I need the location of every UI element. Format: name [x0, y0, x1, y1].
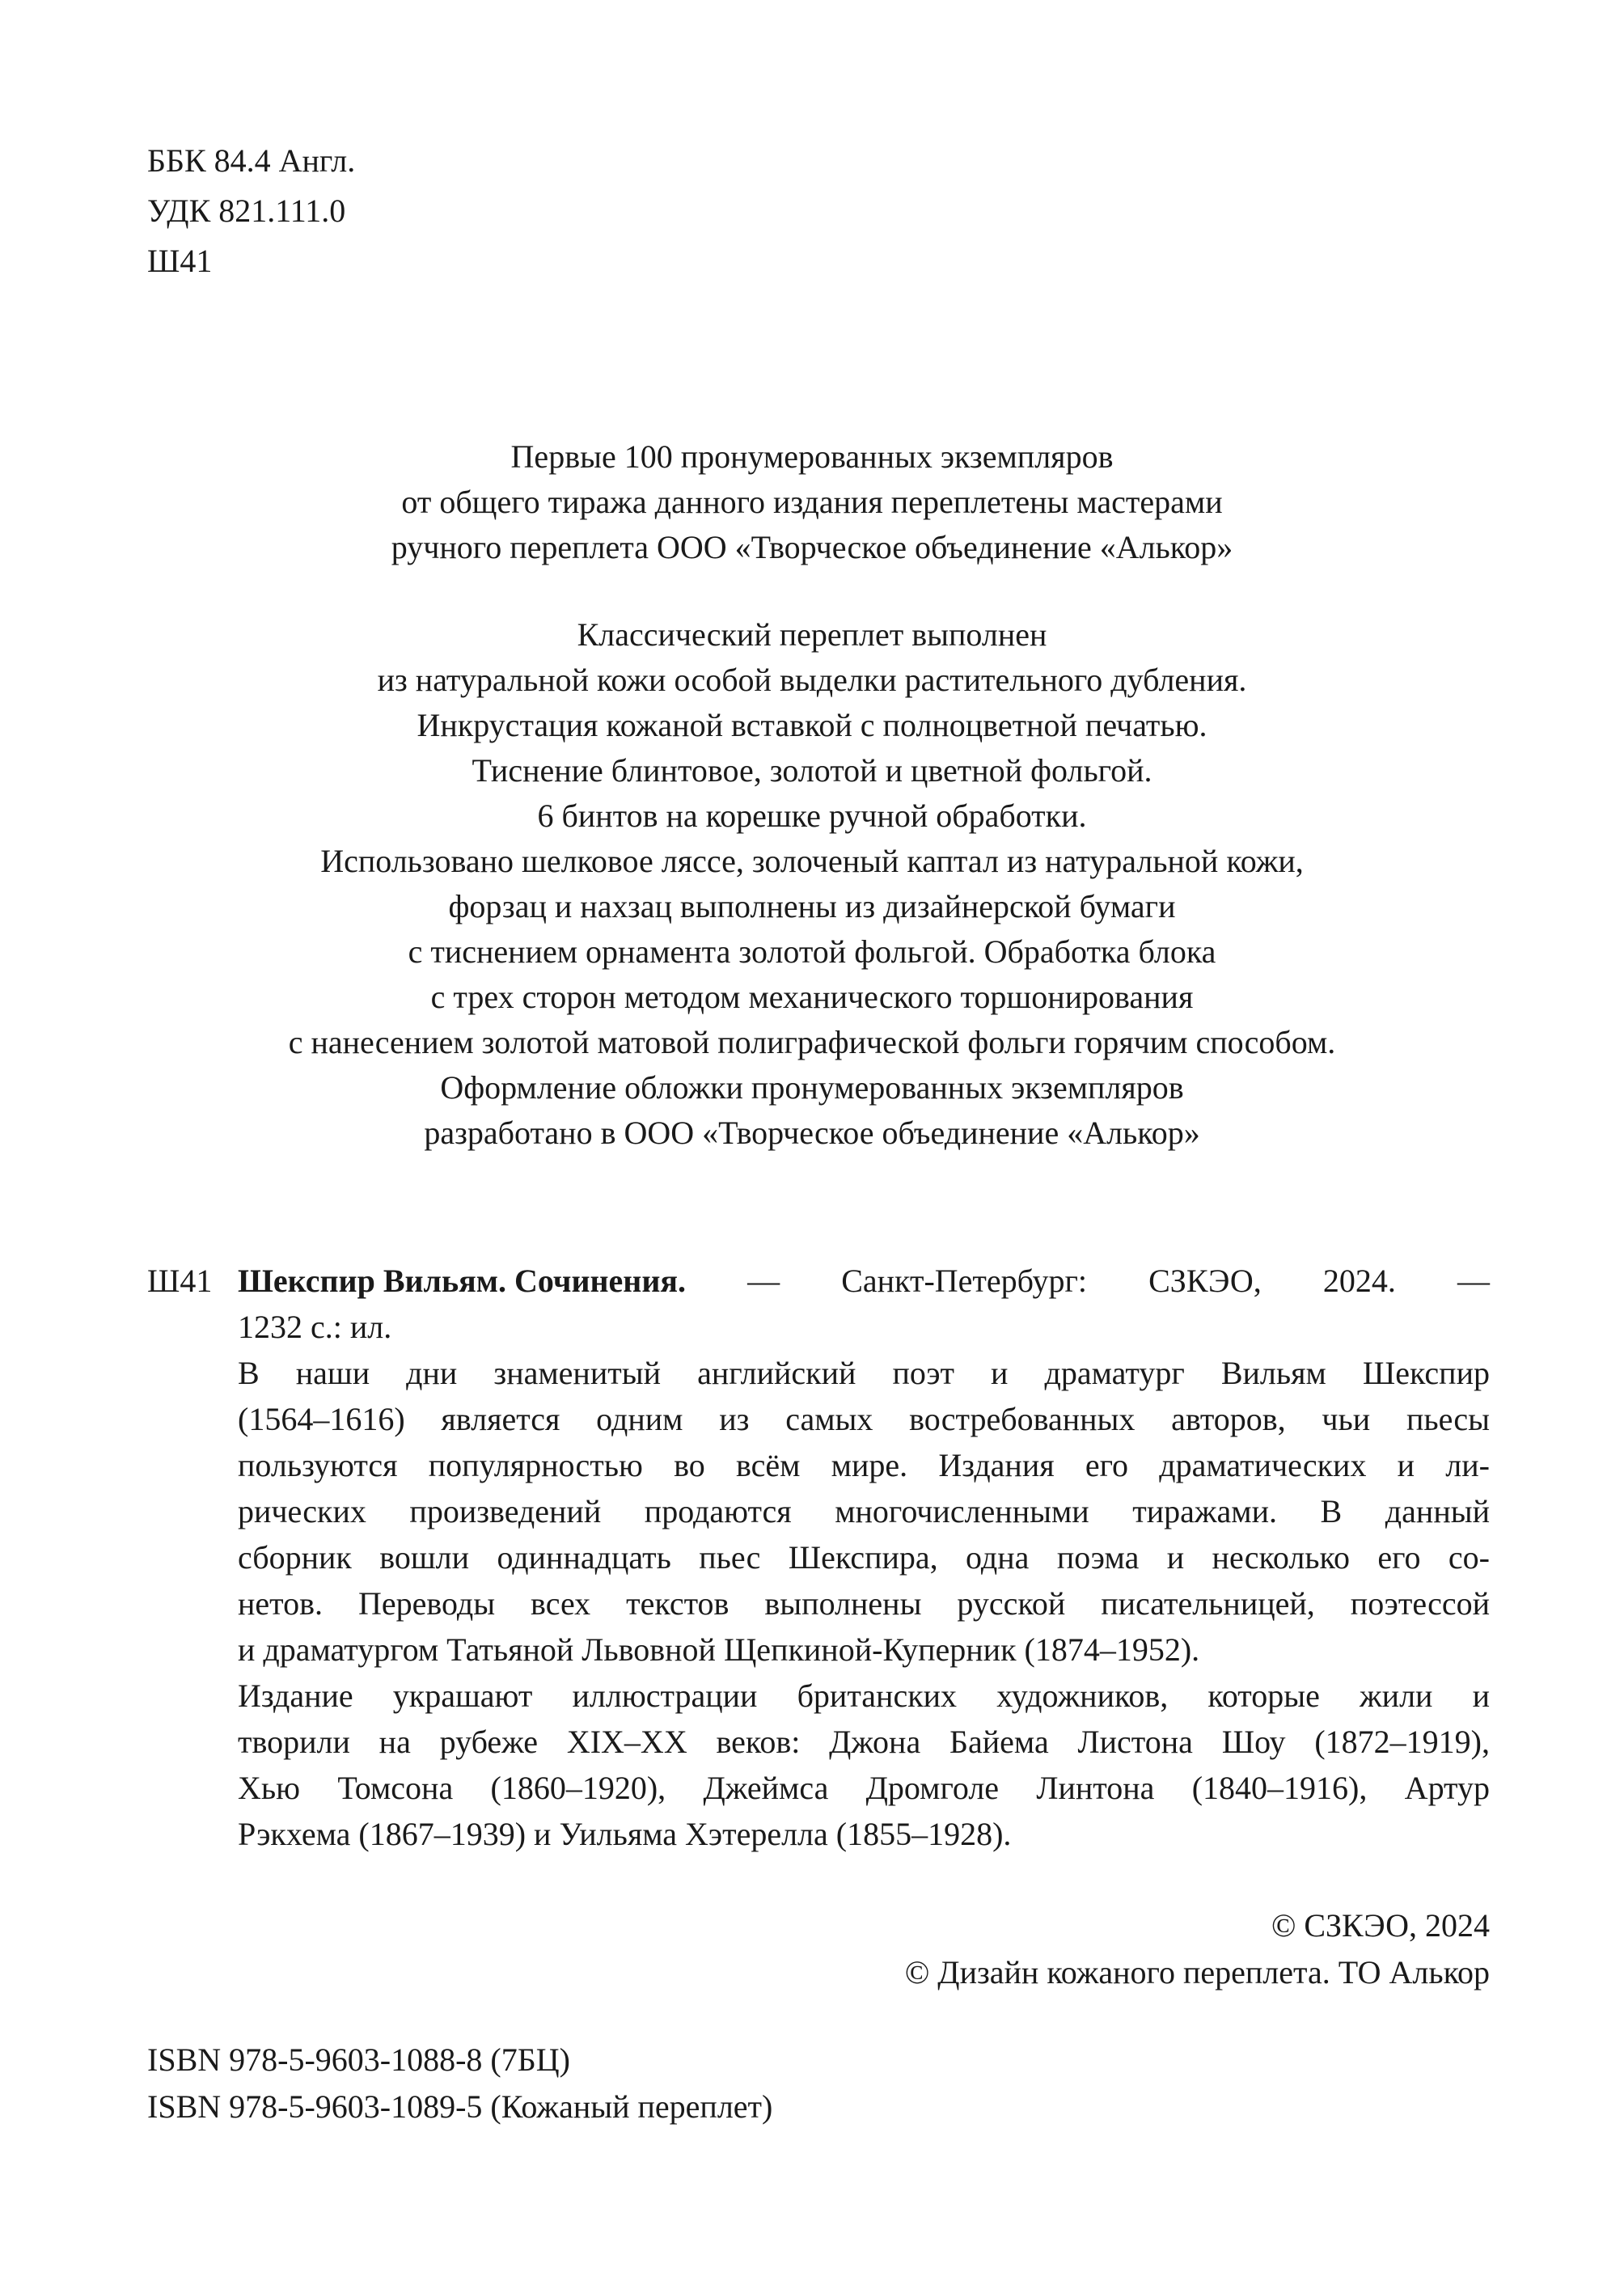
annotation-line: сборник вошли одиннадцать пьес Шекспира, одна поэма и несколько его со-	[238, 1539, 1490, 1576]
copyright-notice	[905, 1902, 1490, 1996]
binding-note-line: форзац и нахзац выполнены из дизайнерской бумаги	[448, 888, 1176, 924]
copyright-line: © СЗКЭО, 2024	[1271, 1907, 1490, 1944]
bibliographic-heading	[147, 1258, 1490, 1304]
edition-note-line: от общего тиража данного издания переплетены мастерами	[401, 484, 1223, 520]
bib-dash: —	[747, 1263, 780, 1299]
binding-note-line: с трех сторон методом механического торшонирования	[430, 979, 1194, 1015]
binding-note-line: разработано в ООО «Творческое объединение «Алькор»	[424, 1115, 1200, 1151]
binding-note-line: Тиснение блинтовое, золотой и цветной фольгой.	[472, 752, 1152, 789]
isbn-block	[147, 2037, 772, 2130]
annotation-line: рических произведений продаются многочисленными тиражами. В данный	[238, 1493, 1490, 1529]
edition-note-line: ручного переплета ООО «Творческое объединение «Алькор»	[391, 529, 1233, 565]
binding-note-line: Инкрустация кожаной вставкой с полноцветной печатью.	[417, 707, 1207, 743]
page-count: 1232 с.: ил.	[238, 1309, 392, 1345]
binding-note-line: с нанесением золотой матовой полиграфической фольги горячим способом.	[288, 1024, 1336, 1060]
annotation-line: Рэкхема (1867–1939) и Уильяма Хэтерелла (1855–1928).	[238, 1816, 1012, 1852]
binding-note-line: Классический переплет выполнен	[577, 616, 1047, 653]
udk-code: УДК 821.111.0	[147, 192, 346, 229]
annotation-line: и драматургом Татьяной Львовной Щепкиной-Куперник (1874–1952).	[238, 1631, 1200, 1668]
binding-note	[121, 612, 1503, 1156]
binding-note-line: 6 бинтов на корешке ручной обработки.	[537, 797, 1087, 834]
bib-author-mark: Ш41	[147, 1263, 213, 1299]
bibliographic-record	[147, 1258, 1490, 1857]
bib-headline	[238, 1258, 1490, 1304]
annotation-line: пользуются популярностью во всём мире. Издания его драматических и ли-	[238, 1447, 1490, 1483]
annotation-line: нетов. Переводы всех текстов выполнены русской писательницей, поэтессой	[238, 1585, 1490, 1622]
annotation-line: В наши дни знаменитый английский поэт и драматург Вильям Шекспир	[238, 1355, 1490, 1391]
annotation-line: (1564–1616) является одним из самых востребованных авторов, чьи пьесы	[238, 1401, 1490, 1437]
binding-note-line: Оформление обложки пронумерованных экземпляров	[440, 1069, 1184, 1106]
publication-year: 2024.	[1322, 1263, 1396, 1299]
book-title: Шекспир Вильям. Сочинения.	[238, 1263, 687, 1299]
bbk-code: ББК 84.4 Англ.	[147, 142, 356, 179]
publication-place: Санкт-Петербург:	[841, 1263, 1087, 1299]
isbn-line: ISBN 978-5-9603-1088-8 (7БЦ)	[147, 2041, 570, 2078]
isbn-line: ISBN 978-5-9603-1089-5 (Кожаный переплет)	[147, 2088, 773, 2125]
author-mark: Ш41	[147, 243, 213, 279]
binding-note-line: из натуральной кожи особой выделки растительного дубления.	[377, 662, 1247, 698]
annotation	[147, 1350, 1490, 1857]
binding-note-line: с тиснением орнамента золотой фольгой. Обработка блока	[408, 933, 1216, 970]
annotation-line: творили на рубеже XIX–XX веков: Джона Байема Листона Шоу (1872–1919),	[238, 1724, 1490, 1760]
publisher: СЗКЭО,	[1148, 1263, 1262, 1299]
edition-note	[121, 434, 1503, 570]
annotation-line: Хью Томсона (1860–1920), Джеймса Дромголе Линтона (1840–1916), Артур	[238, 1770, 1490, 1806]
bib-dash: —	[1457, 1263, 1490, 1299]
annotation-line: Издание украшают иллюстрации британских художников, которые жили и	[238, 1677, 1490, 1714]
classification-codes	[147, 136, 355, 286]
edition-note-line: Первые 100 пронумерованных экземпляров	[510, 438, 1114, 475]
binding-note-line: Использовано шелковое ляссе, золоченый каптал из натуральной кожи,	[320, 843, 1304, 879]
copyright-line: © Дизайн кожаного переплета. ТО Алькор	[904, 1954, 1490, 1991]
